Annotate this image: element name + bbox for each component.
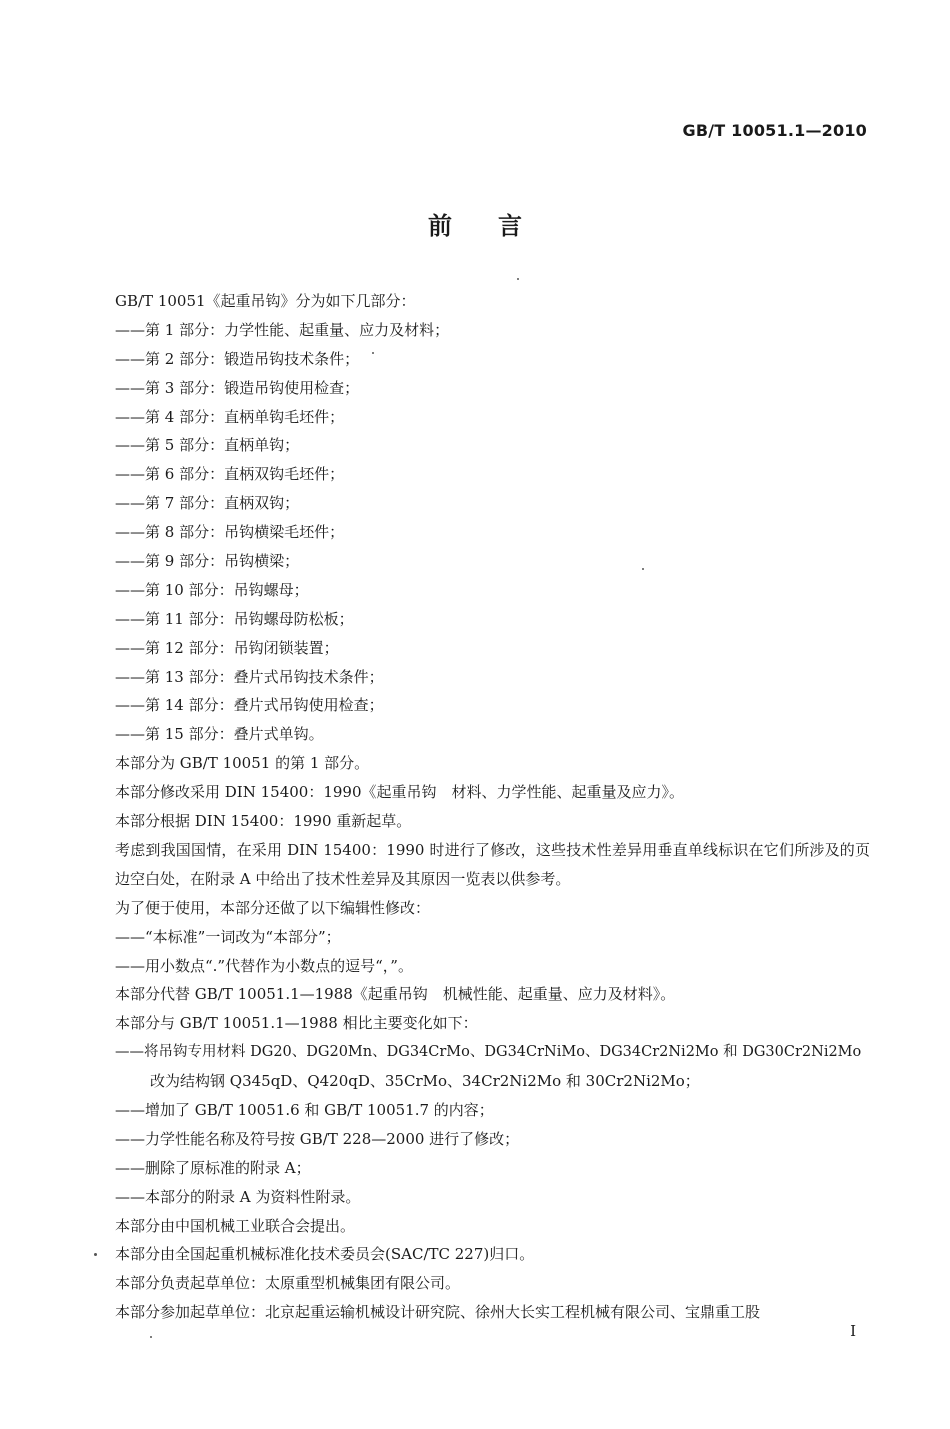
modified-adoption-statement: 本部分修改采用 DIN 15400：1990《起重吊钩 材料、力学性能、起重量及应力》。 [115, 783, 685, 802]
managed-by-statement: 本部分由全国起重机械标准化技术委员会(SAC/TC 227)归口。 [115, 1245, 535, 1264]
part-of-statement: 本部分为 GB/T 10051 的第 1 部分。 [115, 754, 370, 773]
part-item: ——第 1 部分：力学性能、起重量、应力及材料； [115, 320, 450, 339]
part-item: ——第 13 部分：叠片式吊钩技术条件； [115, 667, 384, 686]
scan-speck [372, 352, 374, 354]
change-item: ——本部分的附录 A 为资料性附录。 [115, 1187, 361, 1206]
scan-speck [150, 1336, 152, 1338]
part-item: ——第 10 部分：吊钩螺母； [115, 580, 309, 599]
part-item: ——第 5 部分：直柄单钩； [115, 436, 300, 455]
redrafted-statement: 本部分根据 DIN 15400：1990 重新起草。 [115, 812, 412, 831]
standard-number: GB/T 10051.1—2010 [682, 121, 867, 140]
replaces-statement: 本部分代替 GB/T 10051.1—1988《起重吊钩 机械性能、起重量、应力及材料》。 [115, 985, 676, 1004]
change-item: ——力学性能名称及符号按 GB/T 228—2000 进行了修改； [115, 1129, 520, 1148]
participating-units-statement: 本部分参加起草单位：北京起重运输机械设计研究院、徐州大长实工程机械有限公司、宝鼎重工股 [115, 1303, 761, 1322]
changes-intro: 本部分与 GB/T 10051.1—1988 相比主要变化如下： [115, 1014, 478, 1033]
scan-speck [94, 1253, 97, 1256]
editorial-item: ——“本标准”一词改为“本部分”； [115, 927, 341, 946]
proposed-by-statement: 本部分由中国机械工业联合会提出。 [115, 1216, 356, 1235]
drafting-unit-statement: 本部分负责起草单位：太原重型机械集团有限公司。 [115, 1274, 461, 1293]
change-item: ——删除了原标准的附录 A； [115, 1158, 311, 1177]
change-item: ——将吊钩专用材料 DG20、DG20Mn、DG34CrMo、DG34CrNiMo、DG34Cr2Ni2Mo 和 DG30Cr2Ni2Mo [115, 1044, 862, 1061]
part-item: ——第 4 部分：直柄单钩毛坯件； [115, 407, 345, 426]
scan-speck [642, 568, 644, 570]
part-item: ——第 9 部分：吊钩横梁； [115, 552, 300, 571]
change-item: ——增加了 GB/T 10051.6 和 GB/T 10051.7 的内容； [115, 1100, 494, 1119]
part-item: ——第 7 部分：直柄双钩； [115, 494, 300, 513]
part-item: ——第 2 部分：锻造吊钩技术条件； [115, 349, 360, 368]
scan-speck [517, 278, 519, 280]
part-item: ——第 6 部分：直柄双钩毛坯件； [115, 465, 345, 484]
part-item: ——第 14 部分：叠片式吊钩使用检查； [115, 696, 384, 715]
part-item: ——第 12 部分：吊钩闭锁装置； [115, 638, 339, 657]
editorial-intro: 为了便于使用，本部分还做了以下编辑性修改： [115, 898, 431, 917]
editorial-item: ——用小数点“.”代替作为小数点的逗号“，”。 [115, 956, 413, 975]
page-number: I [850, 1322, 856, 1340]
part-item: ——第 15 部分：叠片式单钩。 [115, 725, 324, 744]
technical-differences-paragraph: 考虑到我国国情，在采用 DIN 15400：1990 时进行了修改，这些技术性差异用垂直单线标识在它们所涉及的页边空白处，在附录 A 中给出了技术性差异及其原因一览表以供参考。 [115, 840, 870, 888]
page-title: 前言 [428, 212, 568, 240]
change-item-continuation: 改为结构钢 Q345qD、Q420qD、35CrMo、34Cr2Ni2Mo 和 30Cr2Ni2Mo； [150, 1072, 700, 1091]
part-item: ——第 3 部分：锻造吊钩使用检查； [115, 378, 360, 397]
intro-line: GB/T 10051《起重吊钩》分为如下几部分： [115, 292, 416, 310]
foreword-body [115, 287, 870, 1327]
part-item: ——第 8 部分：吊钩横梁毛坯件； [115, 523, 345, 542]
part-item: ——第 11 部分：吊钩螺母防松板； [115, 609, 354, 628]
